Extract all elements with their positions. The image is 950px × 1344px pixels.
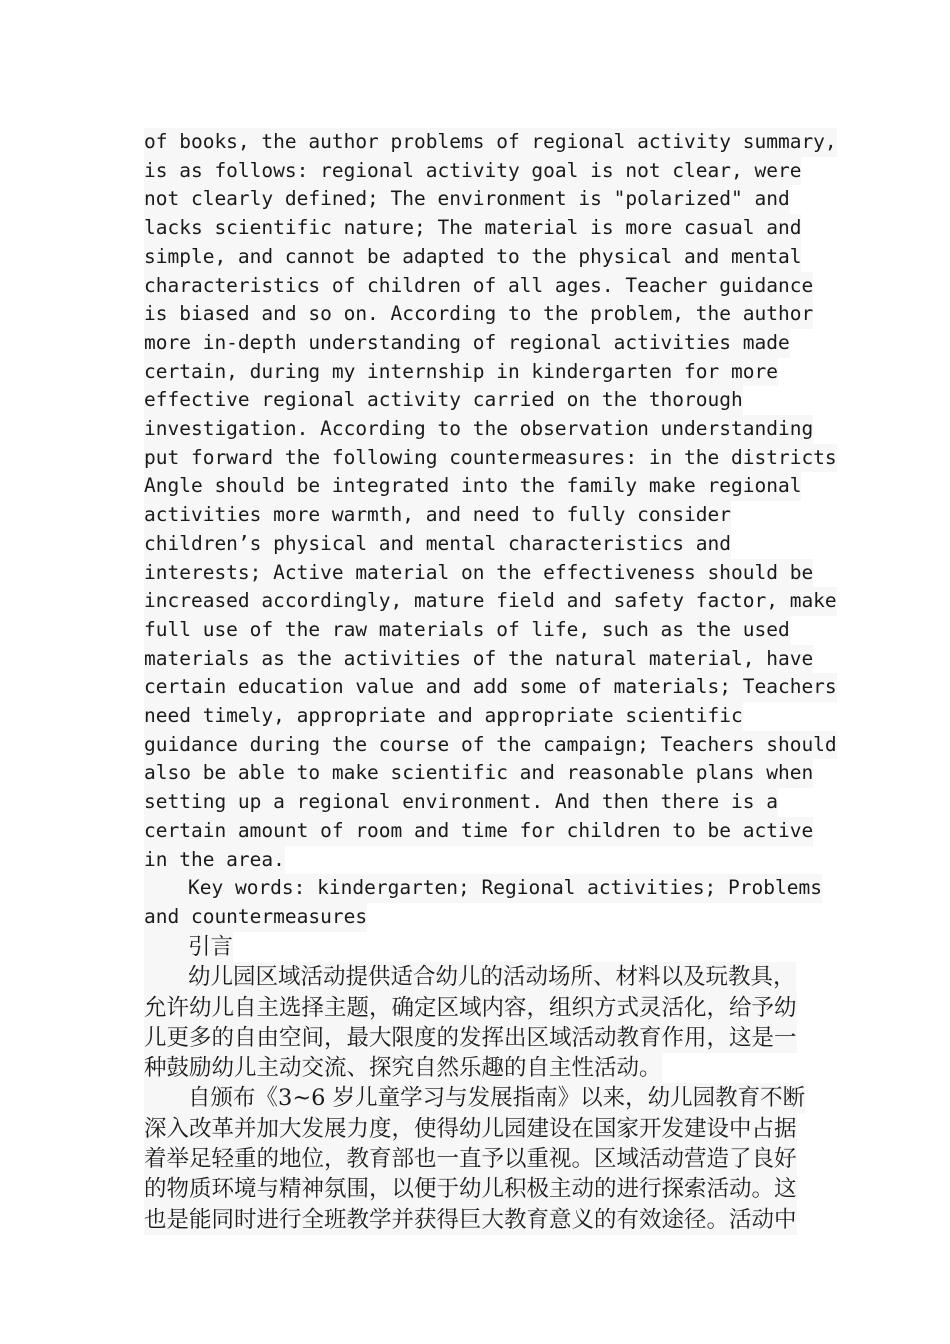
paragraph-line: 自颁布《3~6 岁儿童学习与发展指南》以来，幼儿园教育不断: [144, 1083, 805, 1113]
abstract-line: more in-depth understanding of regional activities made: [144, 329, 790, 358]
abstract-line: lacks scientific nature; The material is more casual and: [144, 214, 801, 243]
abstract-line: increased accordingly, mature field and safety factor, make: [144, 587, 837, 616]
abstract-line: certain, during my internship in kindergarten for more: [144, 358, 778, 387]
introduction-section: [144, 932, 804, 1235]
section-heading: 引言: [144, 932, 233, 962]
abstract-line: not clearly defined; The environment is "polarized" and: [144, 185, 790, 214]
abstract-line: setting up a regional environment. And then there is a: [144, 788, 778, 817]
abstract-line: put forward the following countermeasures: in the districts: [144, 444, 837, 473]
paragraph-line: 着举足轻重的地位，教育部也一直予以重视。区域活动营造了良好: [144, 1144, 797, 1174]
abstract-line: full use of the raw materials of life, such as the used: [144, 616, 790, 645]
abstract-line: simple, and cannot be adapted to the physical and mental: [144, 243, 801, 272]
paragraph-line: 种鼓励幼儿主动交流、探究自然乐趣的自主性活动。: [144, 1053, 662, 1083]
abstract-line: certain education value and add some of materials; Teachers: [144, 673, 837, 702]
abstract-line: characteristics of children of all ages. Teacher guidance: [144, 272, 813, 301]
abstract-line: investigation. According to the observation understanding: [144, 415, 813, 444]
paragraph-line: 也是能同时进行全班教学并获得巨大教育意义的有效途径。活动中: [144, 1205, 797, 1235]
paragraph-line: 的物质环境与精神氛围，以便于幼儿积极主动的进行探索活动。这: [144, 1174, 797, 1204]
abstract-line: materials as the activities of the natural material, have: [144, 645, 813, 674]
abstract-line: is as follows: regional activity goal is not clear, were: [144, 157, 801, 186]
abstract-line: children’s physical and mental characteristics and: [144, 530, 731, 559]
paragraph-line: 允许幼儿自主选择主题，确定区域内容，组织方式灵活化，给予幼: [144, 993, 797, 1023]
paragraph-line: 儿更多的自由空间，最大限度的发挥出区域活动教育作用，这是一: [144, 1023, 797, 1053]
abstract-line: Angle should be integrated into the family make regional: [144, 472, 801, 501]
paragraph-line: 深入改革并加大发展力度，使得幼儿园建设在国家开发建设中占据: [144, 1114, 797, 1144]
abstract-line: certain amount of room and time for children to be active: [144, 817, 813, 846]
abstract-line: need timely, appropriate and appropriate scientific: [144, 702, 743, 731]
paragraph-line: 幼儿园区域活动提供适合幼儿的活动场所、材料以及玩教具，: [144, 962, 796, 992]
keywords-line: Key words: kindergarten; Regional activities; Problems: [144, 874, 822, 903]
abstract-line: activities more warmth, and need to fully consider: [144, 501, 731, 530]
abstract-line: in the area.: [144, 846, 285, 875]
abstract-line: interests; Active material on the effectiveness should be: [144, 559, 813, 588]
keywords-line: and countermeasures: [144, 903, 367, 932]
abstract-line: effective regional activity carried on the thorough: [144, 386, 743, 415]
abstract-line: is biased and so on. According to the problem, the author: [144, 300, 813, 329]
abstract-line: of books, the author problems of regional activity summary,: [144, 128, 837, 157]
abstract-line: also be able to make scientific and reasonable plans when: [144, 759, 813, 788]
abstract-line: guidance during the course of the campaign; Teachers should: [144, 731, 837, 760]
english-abstract: [144, 128, 837, 932]
